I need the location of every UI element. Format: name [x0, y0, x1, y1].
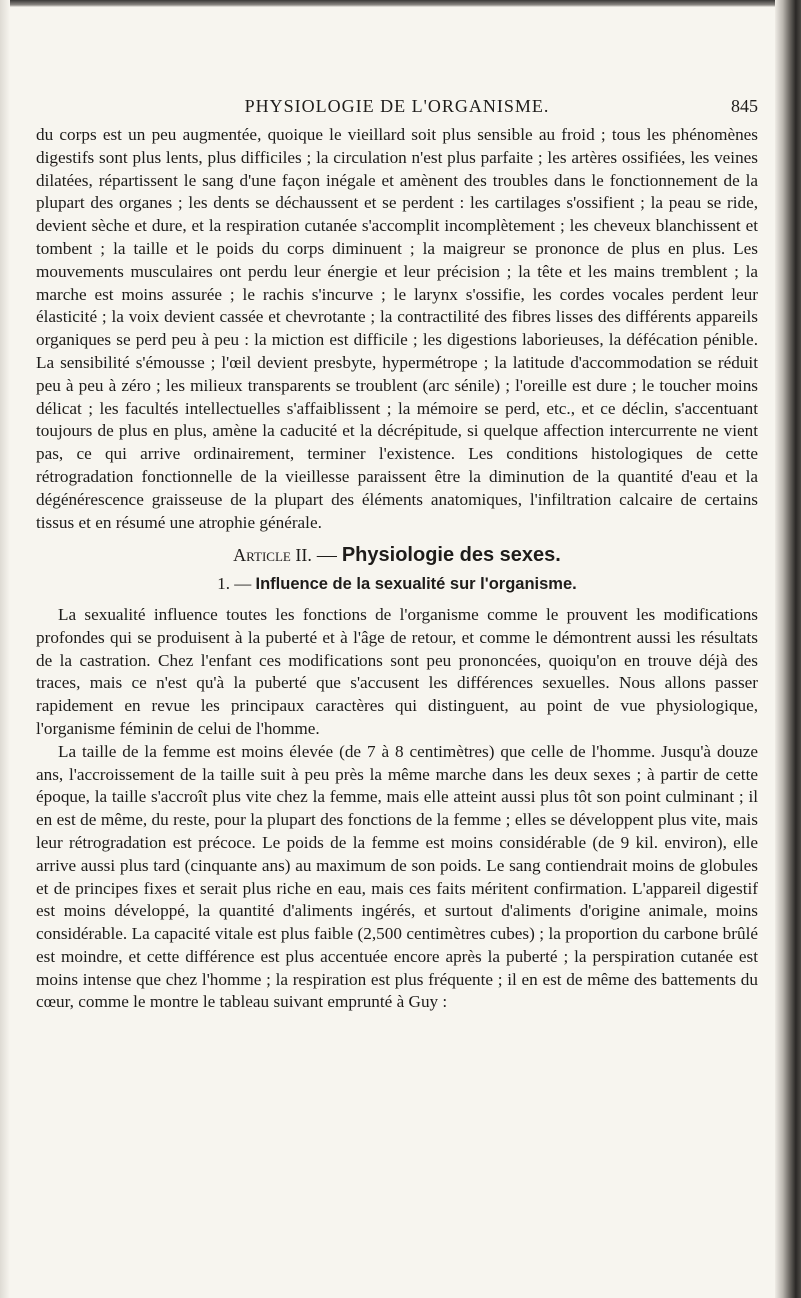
section-title: Influence de la sexualité sur l'organisme.	[255, 575, 577, 594]
running-head	[36, 96, 758, 122]
section-heading	[36, 573, 758, 596]
paragraph-old-age: du corps est un peu augmentée, quoique le vieillard soit plus sensible au froid ; tous les phénomènes digestifs sont plus lents, plus difficiles ; la circulation n'est plus parfaite ; les artères ossifiées, les veines dilatées, répartissent le sang d'une façon inégale et amènent des troubles dans le fonctionnement de la plupart des organes ; les dents se déchaussent et se perdent : les cartilages s'ossifient ; la peau se ride, devient sèche et dure, et la respiration cutanée s'accomplit incomplètement ; les cheveux blanchissent et tombent ; la taille et le poids du corps diminuent ; la maigreur se prononce de plus en plus. Les mouvements musculaires ont perdu leur énergie et leur précision ; la tête et les mains tremblent ; la marche est moins assurée ; le rachis s'incurve ; le larynx s'ossifie, les cordes vocales perdent leur élasticité ; la voix devient cassée et chevrotante ; la contractilité des fibres lisses des différents appareils organiques se perd peu à peu : la miction est difficile ; les digestions laborieuses, la défécation pénible. La sensibilité s'émousse ; l'œil devient presbyte, hypermétrope ; la latitude d'accommodation se réduit peu à peu à zéro ; les milieux transparents se troublent (arc sénile) ; l'oreille est dure ; le toucher moins délicat ; les facultés intellectuelles s'affaiblissent ; la mémoire se perd, etc., et ce déclin, s'accentuant toujours de plus en plus, amène la caducité et la décrépitude, si quelque affection intercurrente ne vient pas, ce qui arrive ordinairement, terminer l'existence. Les conditions histologiques de cette rétrogradation fonctionnelle de la vieillesse paraissent être la diminution de la quantité d'eau et la dégénérescence graisseuse de la plupart des éléments anatomiques, l'infiltration calcaire de certains tissus et en résumé une atrophie générale.	[36, 125, 758, 532]
binding-shadow	[775, 0, 801, 1298]
page-left-shade	[0, 0, 10, 1298]
page-top-edge	[0, 0, 801, 7]
article-heading	[36, 544, 758, 567]
page-number: 845	[731, 96, 758, 116]
body-text	[36, 124, 758, 1014]
running-title: PHYSIOLOGIE DE L'ORGANISME.	[244, 96, 550, 116]
article-dash: —	[316, 544, 337, 567]
article-label: Article II.	[233, 545, 312, 566]
paragraph-sexuality: La sexualité influence toutes les fonctions de l'organisme comme le prouvent les modifications profondes qui se produisent à la puberté et à l'âge de retour, et comme le démontrent aussi les résultats de la castration. Chez l'enfant ces modifications sont peu prononcées, quoiqu'on en trouve déjà des traces, mais ce n'est qu'à la puberté que s'accusent les différences sexuelles. Nous allons passer rapidement en revue les principaux caractères qui distinguent, au point de vue physiologique, l'organisme féminin de celui de l'homme.	[36, 604, 758, 738]
section-dash: —	[234, 574, 252, 594]
article-title: Physiologie des sexes.	[341, 544, 561, 567]
paragraph-female-body: La taille de la femme est moins élevée (de 7 à 8 centimètres) que celle de l'homme. Jusqu'à douze ans, l'accroissement de la taille suit à peu près la même marche dans les deux sexes ; à partir de cette époque, la taille s'accroît plus vite chez la femme, mais elle atteint aussi plus tôt son point culminant ; il en est de même, du reste, pour la plupart des fonctions de la femme ; elles se développent plus vite, mais leur rétrogradation est précoce. Le poids de la femme est moins considérable (de 9 kil. environ), elle arrive aussi plus tard (cinquante ans) au maximum de son poids. Le sang contiendrait moins de globules et de principes fixes et serait plus riche en eau, mais ces faits méritent confirmation. L'appareil digestif est moins développé, la quantité d'aliments ingérés, et surtout d'aliments d'origine animale, moins considérable. La capacité vitale est plus faible (2,500 centimètres cubes) ; la proportion du carbone brûlé est moindre, et cette différence est plus accentuée encore après la puberté ; la perspiration cutanée est moins intense que chez l'homme ; la respiration est plus fréquente ; il en est de même des battements du cœur, comme le montre le tableau suivant emprunté à Guy :	[36, 741, 758, 1012]
section-number: 1.	[217, 574, 231, 594]
